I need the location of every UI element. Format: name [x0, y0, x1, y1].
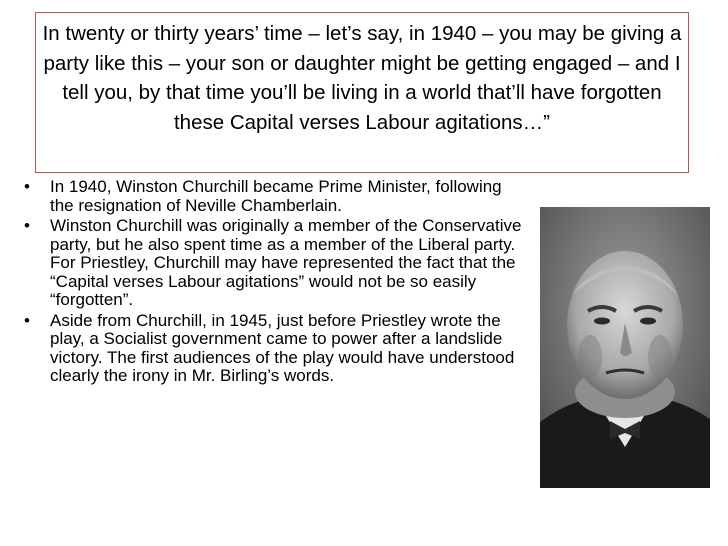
- churchill-portrait: [540, 207, 710, 488]
- bullet-text: Winston Churchill was originally a member of the Conservative party, but he also spent time as a member of the Liberal party. For Priestley, Churchill may have represented the fact that the “Capital verses Labour agitations” would not be so easily “forgotten”.: [50, 216, 522, 309]
- bullet-list: [22, 178, 527, 388]
- list-item: [22, 217, 527, 310]
- list-item: [22, 178, 527, 215]
- bullet-text: Aside from Churchill, in 1945, just before Priestley wrote the play, a Socialist government came to power after a landslide victory. The first audiences of the play would have understood clearly the irony in Mr. Birling’s words.: [50, 310, 515, 385]
- quote-text: In twenty or thirty years’ time – let’s say, in 1940 – you may be giving a party like this – your son or daughter might be getting engaged – and I tell you, by that time you’ll be living in a world that’ll have forgotten these Capital verses Labour agitations…”: [42, 22, 682, 134]
- bullet-marker: •: [24, 216, 30, 235]
- bullet-marker: •: [24, 177, 30, 196]
- quote-box: [35, 12, 689, 173]
- list-item: [22, 312, 527, 386]
- bullet-text: In 1940, Winston Churchill became Prime Minister, following the resignation of Neville Chamberlain.: [50, 177, 502, 215]
- bullet-marker: •: [24, 310, 30, 330]
